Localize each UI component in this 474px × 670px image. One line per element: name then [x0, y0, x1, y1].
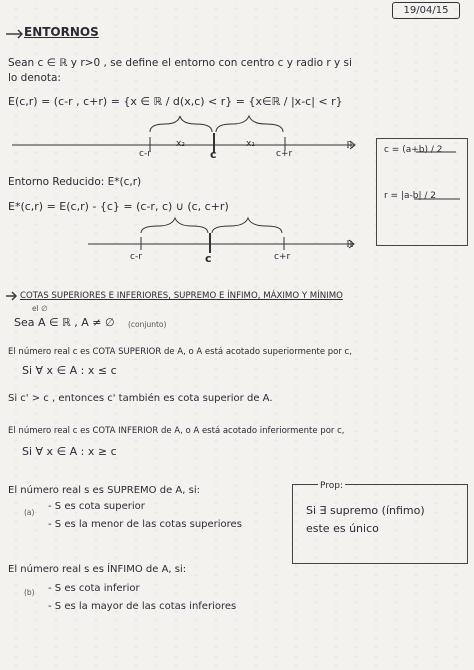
entorno-formula: E(c,r) = (c-r , c+r) = {x ∈ ℝ / d(x,c) < r} = {x∈ℝ / |x-c| < r} [8, 95, 343, 108]
axis2-label-right: c+r [274, 252, 291, 262]
section-title-entornos: ENTORNOS [24, 25, 99, 39]
supremum-item-1: - S es cota superior [48, 501, 145, 512]
section-title-cotas: COTAS SUPERIORES E INFERIORES, SUPREMO E ÍNFIMO, MÁXIMO Y MÍNIMO [20, 291, 343, 301]
supremum-margin: (a) [24, 508, 35, 517]
infimum-item-2: - S es la mayor de las cotas inferiores [48, 601, 237, 612]
small-margin-note: el ∅ [32, 304, 48, 313]
axis1-label-c: c [210, 148, 217, 161]
box-radius-formula: r = |a-b| / 2 [384, 191, 436, 201]
infimum-item-1: - S es cota inferior [48, 583, 140, 594]
set-note: (conjunto) [128, 320, 167, 329]
box-center-formula: c = (a+b) / 2 [384, 145, 443, 155]
axis1-label-x2: x₂ [176, 139, 185, 149]
axis1-label-x1: x₁ [246, 139, 255, 149]
date-stamp: 19/04/15 [392, 2, 460, 19]
proposition-title: Prop: [320, 481, 344, 491]
infimum-def: El número real s es ÍNFIMO de A, si: [8, 564, 187, 575]
axis1-label-right: c+r [276, 149, 293, 159]
axis1-label-left: c-r [139, 149, 151, 159]
definition-line-1: Sean c ∈ ℝ y r>0 , se define el entorno con centro c y radio r y si [8, 57, 352, 69]
axis2-label-end: ℝ [346, 240, 354, 250]
lower-bound-def-1: El número real c es COTA INFERIOR de A, o A está acotado inferiormente por c, [8, 426, 345, 436]
axis2-label-c: c [205, 252, 212, 265]
definition-line-2: lo denota: [8, 72, 61, 84]
upper-bound-def-2: Si ∀ x ∈ A : x ≤ c [22, 364, 117, 377]
set-definition: Sea A ∈ ℝ , A ≠ ∅ [14, 316, 115, 329]
upper-bound-note: Si c' > c , entonces c' también es cota superior de A. [8, 393, 273, 404]
reduced-formula: E*(c,r) = E(c,r) - {c} = (c-r, c) ∪ (c, c+r) [8, 200, 229, 213]
proposition-line-2: este es único [306, 522, 379, 535]
lower-bound-def-2: Si ∀ x ∈ A : x ≥ c [22, 445, 117, 458]
axis1-label-end: ℝ [346, 141, 354, 151]
reduced-title: Entorno Reducido: E*(c,r) [8, 176, 142, 188]
supremum-item-2: - S es la menor de las cotas superiores [48, 519, 242, 530]
axis2-label-left: c-r [130, 252, 142, 262]
upper-bound-def-1: El número real c es COTA SUPERIOR de A, o A está acotado superiormente por c, [8, 347, 352, 357]
infimum-margin: (b) [24, 588, 35, 597]
proposition-line-1: Si ∃ supremo (ínfimo) [306, 504, 425, 517]
supremum-def: El número real s es SUPREMO de A, si: [8, 485, 200, 496]
